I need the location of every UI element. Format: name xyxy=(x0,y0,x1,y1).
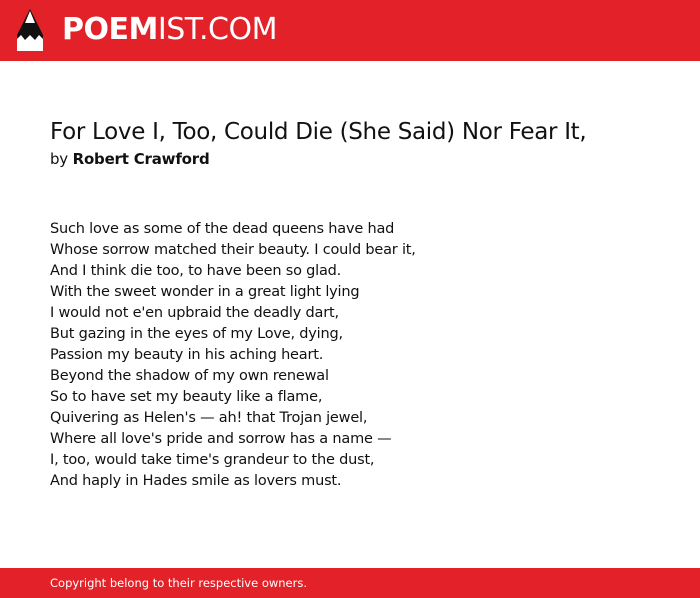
site-logo[interactable] xyxy=(62,13,277,47)
author-name[interactable]: Robert Crawford xyxy=(72,150,210,168)
poem-line: And I think die too, to have been so glad. xyxy=(50,263,342,279)
poem-line: I, too, would take time's grandeur to the dust, xyxy=(50,452,375,468)
pen-nib-icon[interactable] xyxy=(17,9,43,51)
poem-line: Quivering as Helen's — ah! that Trojan jewel, xyxy=(50,410,368,426)
poem-line: Beyond the shadow of my own renewal xyxy=(50,368,329,384)
copyright-text: Copyright belong to their respective owners. xyxy=(50,576,308,590)
poem-line: But gazing in the eyes of my Love, dying, xyxy=(50,326,343,342)
logo-brand-bold: POEM xyxy=(62,12,158,47)
poem-line: With the sweet wonder in a great light lying xyxy=(50,284,360,300)
site-header xyxy=(0,0,700,61)
poem-line: So to have set my beauty like a flame, xyxy=(50,389,323,405)
poem-line: Such love as some of the dead queens have had xyxy=(50,221,395,237)
poem-title: For Love I, Too, Could Die (She Said) Nor Fear It, xyxy=(50,119,587,145)
poem-line: I would not e'en upbraid the deadly dart, xyxy=(50,305,339,321)
logo-brand-light: IST.COM xyxy=(157,12,277,47)
byline xyxy=(50,149,210,169)
by-label: by xyxy=(50,150,68,168)
poem-line: And haply in Hades smile as lovers must. xyxy=(50,473,342,489)
site-footer xyxy=(0,568,700,598)
poem-line: Passion my beauty in his aching heart. xyxy=(50,347,324,363)
poem-line: Whose sorrow matched their beauty. I could bear it, xyxy=(50,242,416,258)
poem-body xyxy=(50,219,670,492)
poem-line: Where all love's pride and sorrow has a name — xyxy=(50,431,392,447)
